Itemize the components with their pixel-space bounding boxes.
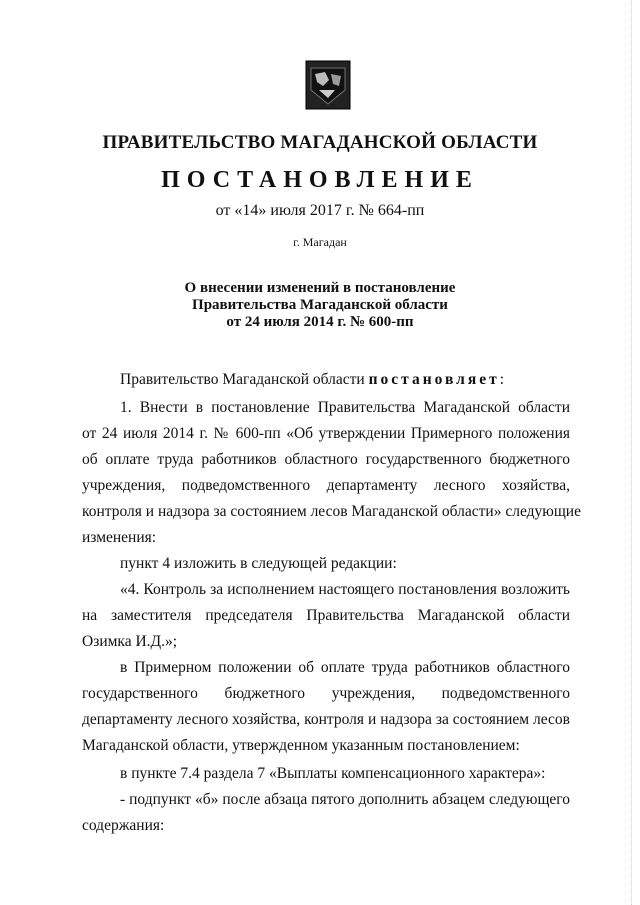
body-line-16: - подпункт «б» после абзаца пятого дополнить абзацем следующего <box>120 791 570 808</box>
body-line-10: Озимка И.Д.»; <box>82 633 178 650</box>
org-name: ПРАВИТЕЛЬСТВО МАГАДАНСКОЙ ОБЛАСТИ <box>102 132 538 153</box>
coat-of-arms-icon <box>305 60 351 110</box>
preamble-colon: : <box>499 371 505 388</box>
body-line-13: департаменту лесного хозяйства, контроля и надзора за состоянием лесов <box>82 711 570 728</box>
document-type: ПОСТАНОВЛЕНИЕ <box>161 167 479 193</box>
body-line-15: в пункте 7.4 раздела 7 «Выплаты компенсационного характера»: <box>120 765 546 782</box>
body-line-11: в Примерном положении об оплате труда работников областного <box>120 659 570 676</box>
body-line-1: 1. Внести в постановление Правительства Магаданской области <box>120 399 570 416</box>
body-line-7: пункт 4 изложить в следующей редакции: <box>120 555 397 572</box>
title-line-2: Правительства Магаданской области <box>192 297 448 313</box>
body-line-2: от 24 июля 2014 г. № 600-пп «Об утверждении Примерного положения <box>82 425 570 442</box>
city-name: г. Магадан <box>293 235 347 249</box>
body-line-4: учреждения, подведомственного департаменту лесного хозяйства, <box>82 477 570 494</box>
body-line-9: на заместителя председателя Правительства Магаданской области <box>82 607 570 624</box>
body-line-14: Магаданской области, утвержденном указанным постановлением: <box>82 737 520 754</box>
body-line-6: изменения: <box>82 529 157 546</box>
title-line-3: от 24 июля 2014 г. № 600-пп <box>226 314 414 330</box>
document-title <box>0 280 640 331</box>
title-line-1: О внесении изменений в постановление <box>184 280 456 296</box>
preamble-text: Правительство Магаданской области <box>120 371 365 388</box>
paragraph-preamble <box>120 370 570 390</box>
body-line-12: государственного бюджетного учреждения, подведомственного <box>82 685 570 702</box>
body-line-8: «4. Контроль за исполнением настоящего постановления возложить <box>120 581 570 598</box>
document-date-number: от «14» июля 2017 г. № 664-пп <box>215 202 425 219</box>
body-line-3: об оплате труда работников областного государственного бюджетного <box>82 451 570 468</box>
body-line-17: содержания: <box>82 817 165 834</box>
body-line-5: контроля и надзора за состоянием лесов Магаданской области» следующие <box>82 503 581 520</box>
decides-word: постановляет <box>368 371 500 388</box>
